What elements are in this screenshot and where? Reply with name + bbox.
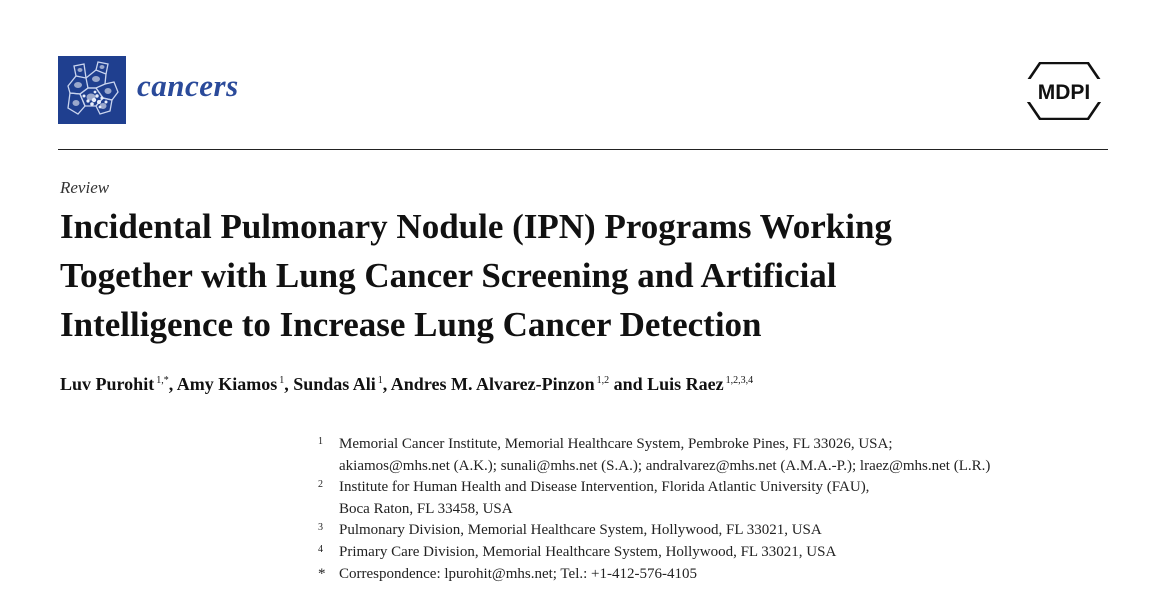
author-name: Luv Purohit: [60, 374, 155, 394]
author-separator: ,: [382, 374, 391, 394]
affiliation-marker: 3: [318, 522, 323, 534]
author-affiliation-marker: 1,2: [596, 375, 610, 386]
cell-cluster-icon: [58, 56, 126, 124]
publisher-name: MDPI: [1037, 81, 1091, 104]
affiliation-marker: 1: [318, 436, 323, 447]
affiliation-item: [318, 477, 1118, 520]
title-line: Incidental Pulmonary Nodule (IPN) Programs Working: [60, 207, 892, 246]
author-name: Andres M. Alvarez-Pinzon: [390, 374, 595, 394]
author-separator: ,: [168, 374, 177, 394]
affiliation-text: Memorial Cancer Institute, Memorial Healthcare System, Pembroke Pines, FL 33026, USA;: [339, 436, 893, 452]
author-affiliation-marker: 1,2,3,4: [725, 375, 754, 386]
correspondence-marker: *: [318, 565, 326, 582]
header-divider: [58, 149, 1108, 150]
affiliation-text: Pulmonary Division, Memorial Healthcare System, Hollywood, FL 33021, USA: [339, 522, 822, 539]
journal-name: cancers: [137, 68, 239, 103]
title-line: Intelligence to Increase Lung Cancer Detection: [60, 305, 762, 344]
author-separator: and: [609, 374, 648, 394]
author-name: Amy Kiamos: [176, 374, 278, 394]
journal-header: [58, 56, 1108, 126]
correspondence-item: [318, 564, 1118, 586]
author-name: Luis Raez: [647, 374, 724, 394]
author-list: [60, 374, 1110, 395]
author-separator: ,: [284, 374, 294, 394]
author-name: Sundas Ali: [293, 374, 376, 394]
author-affiliation-marker: 1: [377, 375, 383, 386]
affiliations: [318, 434, 1118, 585]
article-title: [60, 202, 1060, 349]
article-type: Review: [60, 178, 110, 197]
affiliation-item: [318, 434, 1118, 477]
affiliation-item: [318, 520, 1118, 542]
affiliation-text: Primary Care Division, Memorial Healthcare System, Hollywood, FL 33021, USA: [339, 543, 837, 560]
affiliation-text: Institute for Human Health and Disease Intervention, Florida Atlantic University (FAU),: [339, 479, 870, 496]
affiliation-item: [318, 542, 1118, 564]
affiliation-text: Boca Raton, FL 33458, USA: [339, 500, 513, 517]
author-affiliation-marker: 1,*: [156, 375, 169, 386]
correspondence-text[interactable]: Correspondence: lpurohit@mhs.net; Tel.: +1-412-576-4105: [339, 565, 697, 582]
hexagon-logo-icon: [1020, 62, 1108, 120]
affiliation-marker: 4: [318, 543, 323, 555]
author-affiliation-marker: 1: [279, 375, 285, 386]
title-line: Together with Lung Cancer Screening and Artificial: [60, 256, 837, 295]
affiliation-marker: 2: [318, 479, 323, 491]
affiliation-email-line[interactable]: akiamos@mhs.net (A.K.); sunali@mhs.net (S.A.); andralvarez@mhs.net (A.M.A.-P.); lraez@mhs.net (L.R.): [339, 457, 991, 474]
